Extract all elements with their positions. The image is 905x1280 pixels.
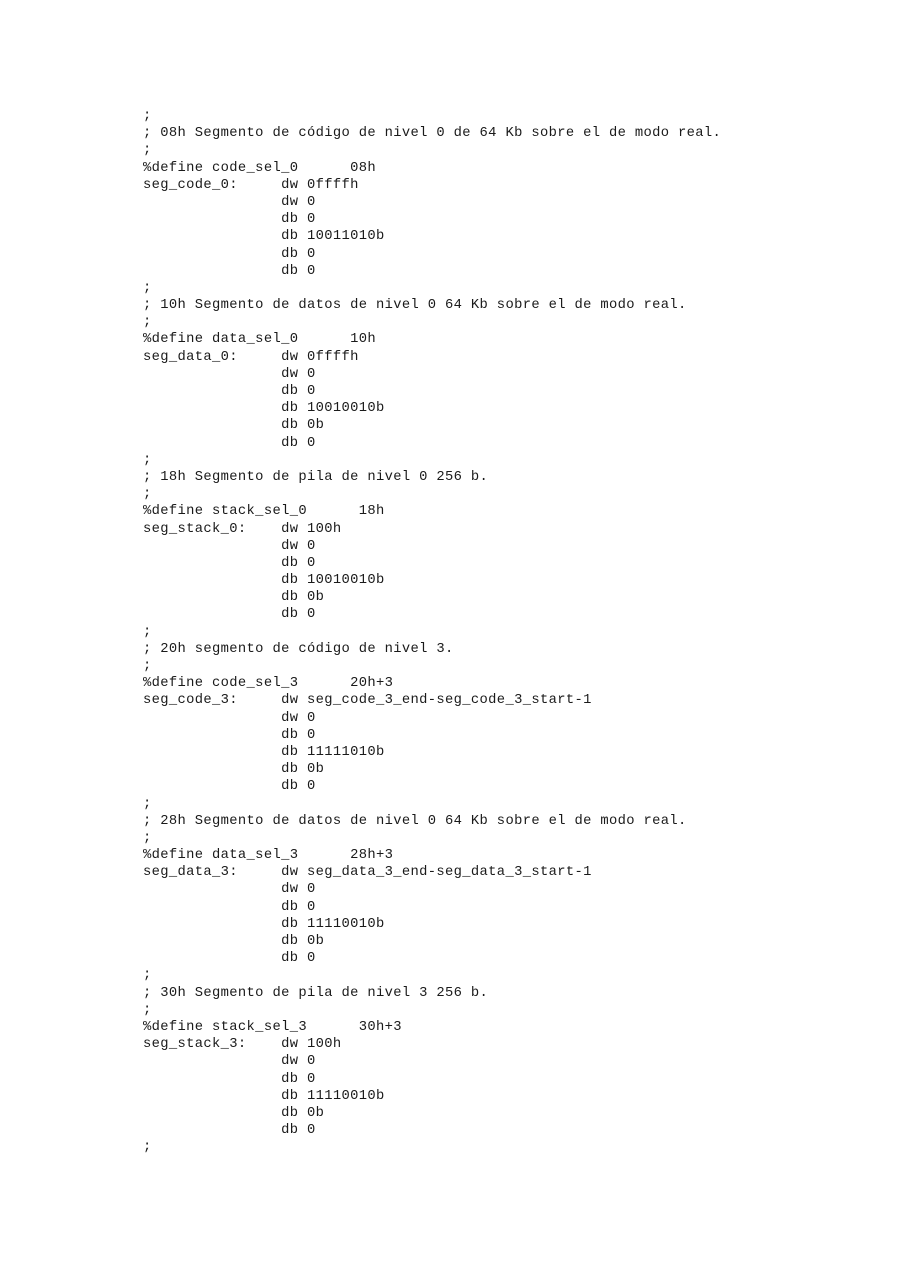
code-line: db 0 xyxy=(143,555,316,571)
code-line: dw 0 xyxy=(143,538,316,554)
code-line: db 0 xyxy=(143,435,316,451)
code-line: dw 0 xyxy=(143,882,316,898)
code-line: dw 0 xyxy=(143,366,316,382)
code-line: seg_stack_3: dw 100h xyxy=(143,1037,342,1053)
code-line: db 0 xyxy=(143,246,316,262)
code-line: ; xyxy=(143,796,152,812)
code-line: db 0b xyxy=(143,418,325,434)
code-line: ; xyxy=(143,1140,152,1156)
code-line: db 10011010b xyxy=(143,229,385,245)
code-line: ; 20h segmento de código de nivel 3. xyxy=(143,641,454,657)
code-line: db 0b xyxy=(143,934,325,949)
code-line: db 0 xyxy=(143,263,316,279)
code-line: ; xyxy=(143,1002,152,1018)
code-line: ; 08h Segmento de código de nivel 0 de 64 Kb sobre el de modo real. xyxy=(143,126,722,142)
code-line: db 11110010b xyxy=(143,1088,385,1104)
code-line: db 0 xyxy=(143,607,316,623)
code-line: db 0b xyxy=(143,762,325,778)
code-line: db 0 xyxy=(143,779,316,795)
code-line: db 0 xyxy=(143,1123,316,1139)
code-line: db 0 xyxy=(143,727,316,743)
code-line: seg_code_0: dw 0ffffh xyxy=(143,177,359,193)
code-line: ; xyxy=(143,968,152,984)
code-line: db 11111010b xyxy=(143,744,385,760)
code-line: db 0 xyxy=(143,212,316,228)
code-line: dw 0 xyxy=(143,1054,316,1070)
code-line: %define code_sel_0 08h xyxy=(143,160,376,176)
code-line: db 0b xyxy=(143,590,325,606)
code-line: ; xyxy=(143,487,152,503)
code-line: %define stack_sel_0 18h xyxy=(143,504,385,520)
code-line: dw 0 xyxy=(143,194,316,210)
code-line: ; 10h Segmento de datos de nivel 0 64 Kb sobre el de modo real. xyxy=(143,298,687,314)
code-line: ; 30h Segmento de pila de nivel 3 256 b. xyxy=(143,985,489,1001)
code-line: %define stack_sel_3 30h+3 xyxy=(143,1019,402,1035)
code-line: ; xyxy=(143,315,152,331)
code-line: ; xyxy=(143,624,152,640)
code-line: db 0 xyxy=(143,384,316,399)
code-line: seg_data_3: dw seg_data_3_end-seg_data_3_start-1 xyxy=(143,865,592,881)
code-line: ; xyxy=(143,109,152,124)
code-line: db 11110010b xyxy=(143,916,385,932)
code-line: seg_stack_0: dw 100h xyxy=(143,521,342,537)
code-line: db 10010010b xyxy=(143,573,385,589)
code-line: db 0b xyxy=(143,1105,325,1121)
assembly-code-listing xyxy=(143,108,863,1156)
code-line: ; xyxy=(143,143,152,159)
code-line: seg_code_3: dw seg_code_3_end-seg_code_3_start-1 xyxy=(143,693,592,709)
code-line: ; xyxy=(143,830,152,846)
code-line: ; 18h Segmento de pila de nivel 0 256 b. xyxy=(143,469,489,485)
code-line: db 10010010b xyxy=(143,401,385,417)
code-line: ; 28h Segmento de datos de nivel 0 64 Kb sobre el de modo real. xyxy=(143,813,687,829)
code-line: %define code_sel_3 20h+3 xyxy=(143,676,394,692)
code-line: ; xyxy=(143,280,152,296)
code-line: %define data_sel_3 28h+3 xyxy=(143,848,394,864)
code-line: ; xyxy=(143,452,152,468)
code-line: db 0 xyxy=(143,899,316,915)
code-line: %define data_sel_0 10h xyxy=(143,332,376,348)
code-line: db 0 xyxy=(143,951,316,967)
code-line: seg_data_0: dw 0ffffh xyxy=(143,349,359,365)
code-line: ; xyxy=(143,659,152,674)
code-line: dw 0 xyxy=(143,710,316,726)
code-line: db 0 xyxy=(143,1071,316,1087)
